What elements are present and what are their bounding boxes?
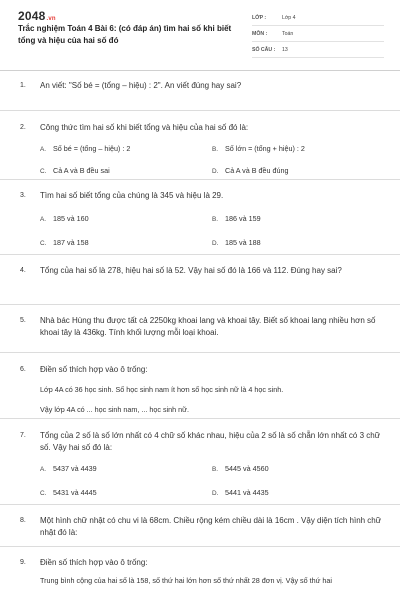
question-text: Điền số thích hợp vào ô trống: (40, 558, 148, 567)
question-6 (0, 353, 400, 419)
question-2 (0, 111, 400, 180)
meta-value: 13 (282, 46, 288, 53)
meta-label: SỐ CÂU : (252, 46, 276, 53)
option-b[interactable]: B. 5445 và 4560 (212, 464, 269, 473)
question-text: Điền số thích hợp vào ô trống: (40, 365, 148, 374)
question-list (0, 71, 400, 600)
question-text: Tìm hai số biết tổng của chúng là 345 và hiệu là 29. (40, 191, 224, 200)
logo-suffix: .vn (46, 16, 56, 22)
option-a[interactable]: A. 5437 và 4439 (40, 464, 97, 473)
question-number: 4. (20, 267, 26, 274)
option-c[interactable]: C. 5431 và 4445 (40, 488, 97, 497)
question-detail: Lớp 4A có 36 học sinh. Số học sinh nam ít hơn số học sinh nữ là 4 học sinh. (40, 385, 284, 394)
option-d[interactable]: D. 5441 và 4435 (212, 488, 269, 497)
logo-main: 2048 (18, 9, 46, 23)
question-number: 9. (20, 559, 26, 566)
question-8 (0, 505, 400, 547)
site-logo[interactable] (18, 9, 56, 23)
question-number: 8. (20, 517, 26, 524)
option-b[interactable]: B. Số lớn = (tổng + hiệu) : 2 (212, 144, 305, 153)
question-5 (0, 305, 400, 353)
option-a[interactable]: A. Số bé = (tổng – hiệu) : 2 (40, 144, 131, 153)
question-9 (0, 547, 400, 600)
meta-value: Lớp 4 (282, 14, 296, 21)
question-7 (0, 419, 400, 505)
meta-subject (252, 26, 384, 42)
meta-value: Toán (282, 30, 294, 37)
meta-label: MÔN : (252, 30, 268, 37)
question-3 (0, 180, 400, 255)
question-detail: Trung bình cộng của hai số là 158, số thứ hai lớn hơn số thứ nhất 28 đơn vị. Vậy số thứ hai (40, 576, 333, 585)
question-detail: Vậy lớp 4A có ... học sinh nam, ... học sinh nữ. (40, 405, 189, 414)
question-text: Nhà bác Hùng thu được tất cả 2250kg khoai lang và khoai tây. Biết số khoai lang nhiều hơn số khoai tây là 436kg. Tính khối lượng mỗi loại khoai. (40, 316, 376, 337)
question-number: 7. (20, 432, 26, 439)
question-number: 3. (20, 192, 26, 199)
option-a[interactable]: A. 185 và 160 (40, 214, 89, 223)
meta-grade (252, 10, 384, 26)
option-d[interactable]: D. 185 và 188 (212, 238, 261, 247)
question-text: Công thức tìm hai số khi biết tổng và hiệu của hai số đó là: (40, 123, 249, 132)
option-c[interactable]: C. Cả A và B đều sai (40, 166, 110, 175)
question-number: 2. (20, 124, 26, 131)
document-header (0, 0, 400, 68)
meta-question-count (252, 42, 384, 58)
question-number: 6. (20, 366, 26, 373)
question-number: 5. (20, 317, 26, 324)
question-1 (0, 71, 400, 111)
option-c[interactable]: C. 187 và 158 (40, 238, 89, 247)
question-text: Tổng của 2 số là số lớn nhất có 4 chữ số khác nhau, hiệu của 2 số là số chẵn lớn nhất có 3 chữ số. Vậy hai số đó là: (40, 431, 381, 452)
question-text: An viết: "Số bé = (tổng – hiệu) : 2". An viết đúng hay sai? (40, 81, 242, 90)
question-text: Tổng của hai số là 278, hiệu hai số là 52. Vậy hai số đó là 166 và 112. Đúng hay sai? (40, 266, 342, 275)
option-d[interactable]: D. Cả A và B đều đúng (212, 166, 289, 175)
question-text: Một hình chữ nhật có chu vi là 68cm. Chiều rộng kém chiều dài là 16cm . Vậy diện tích hình chữ nhật đó là: (40, 516, 382, 537)
question-4 (0, 255, 400, 305)
document-title: Trắc nghiệm Toán 4 Bài 6: (có đáp án) tìm hai số khi biết tổng và hiệu của hai số đó (18, 24, 232, 45)
question-number: 1. (20, 82, 26, 89)
option-b[interactable]: B. 186 và 159 (212, 214, 261, 223)
meta-label: LỚP : (252, 14, 267, 21)
meta-info (252, 10, 384, 58)
